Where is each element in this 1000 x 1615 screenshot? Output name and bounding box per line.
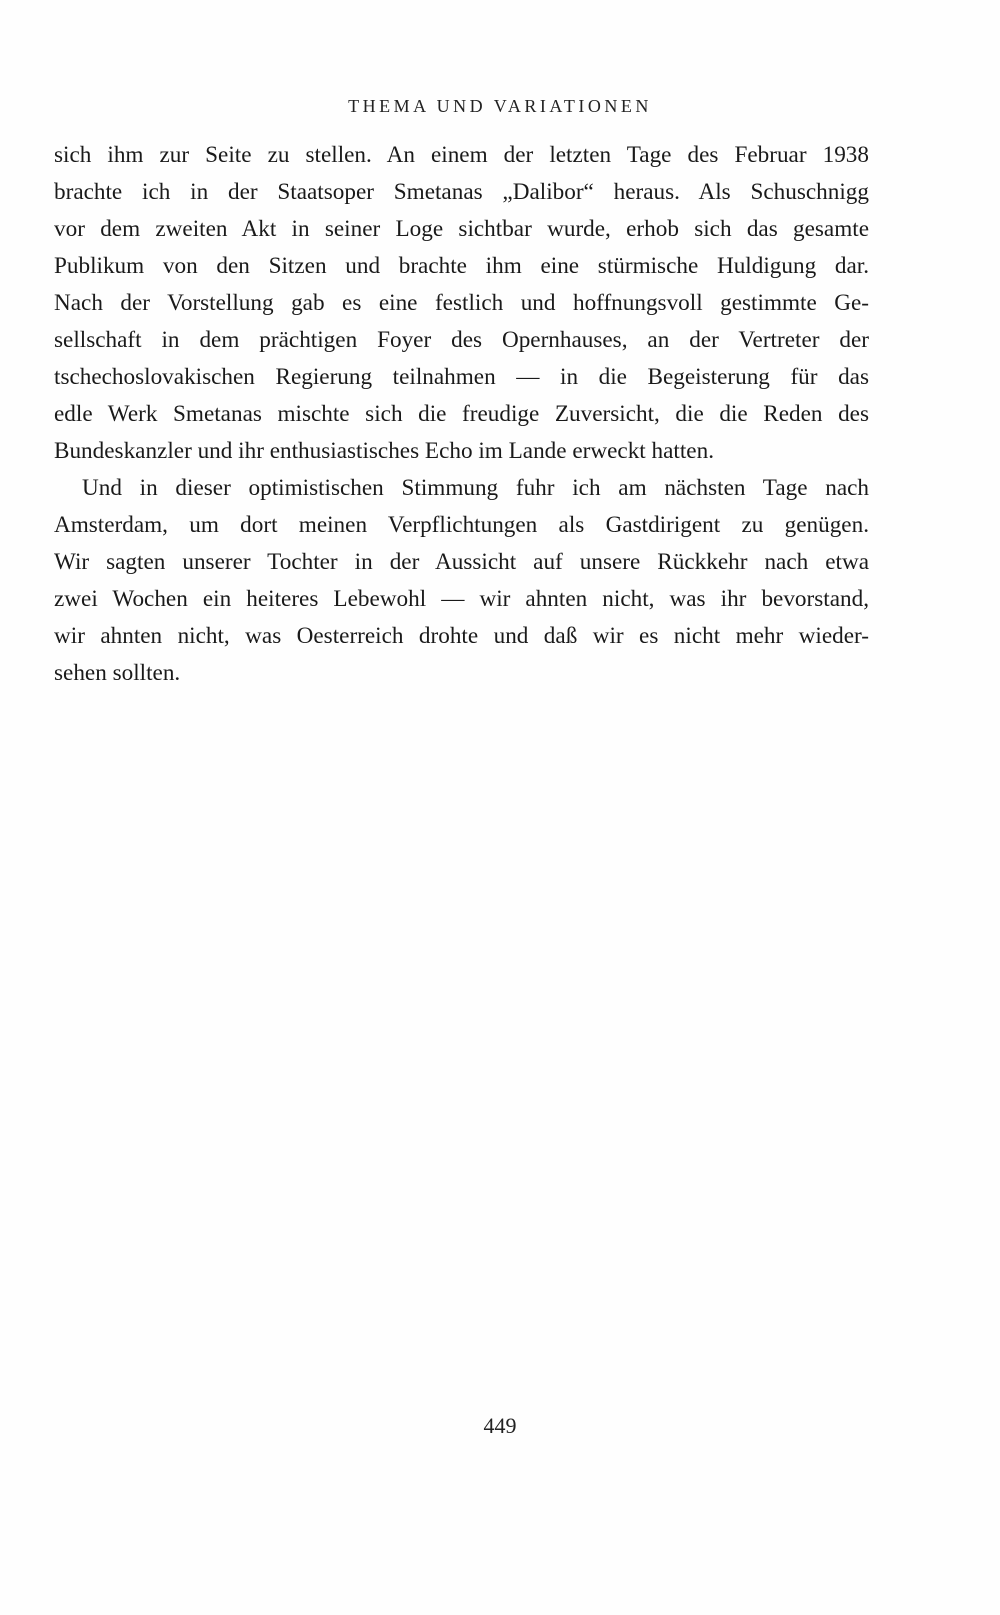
page-number: 449 [483,1413,517,1438]
body-text [54,137,869,692]
text-line: Nach der Vorstellung gab es eine festlich und hoffnungsvoll gestimmte Ge- [54,290,869,316]
text-line: Wir sagten unserer Tochter in der Aussicht auf unsere Rückkehr nach etwa [54,549,869,575]
text-line: Bundeskanzler und ihr enthusiastisches Echo im Lande erweckt hatten. [54,438,714,464]
text-line: edle Werk Smetanas mischte sich die freudige Zuversicht, die die Reden des [54,401,869,427]
text-line: brachte ich in der Staatsoper Smetanas „Dalibor“ heraus. Als Schuschnigg [54,179,869,205]
text-line: Publikum von den Sitzen und brachte ihm eine stürmische Huldigung dar. [54,253,869,279]
text-line: Und in dieser optimistischen Stimmung fuhr ich am nächsten Tage nach [82,475,869,501]
text-line: vor dem zweiten Akt in seiner Loge sichtbar wurde, erhob sich das gesamte [54,216,869,242]
text-line: sellschaft in dem prächtigen Foyer des Opernhauses, an der Vertreter der [54,327,869,353]
text-line: zwei Wochen ein heiteres Lebewohl — wir ahnten nicht, was ihr bevorstand, [54,586,869,612]
running-head: THEMA UND VARIATIONEN [348,96,652,116]
paragraph [54,137,869,470]
text-line: wir ahnten nicht, was Oesterreich drohte und daß wir es nicht mehr wieder- [54,623,869,649]
text-line: sich ihm zur Seite zu stellen. An einem der letzten Tage des Februar 1938 [54,142,869,168]
paragraph [54,470,869,692]
text-line: Amsterdam, um dort meinen Verpflichtungen als Gastdirigent zu genügen. [54,512,869,538]
text-line: sehen sollten. [54,660,181,686]
text-line: tschechoslovakischen Regierung teilnahmen — in die Begeisterung für das [54,364,869,390]
